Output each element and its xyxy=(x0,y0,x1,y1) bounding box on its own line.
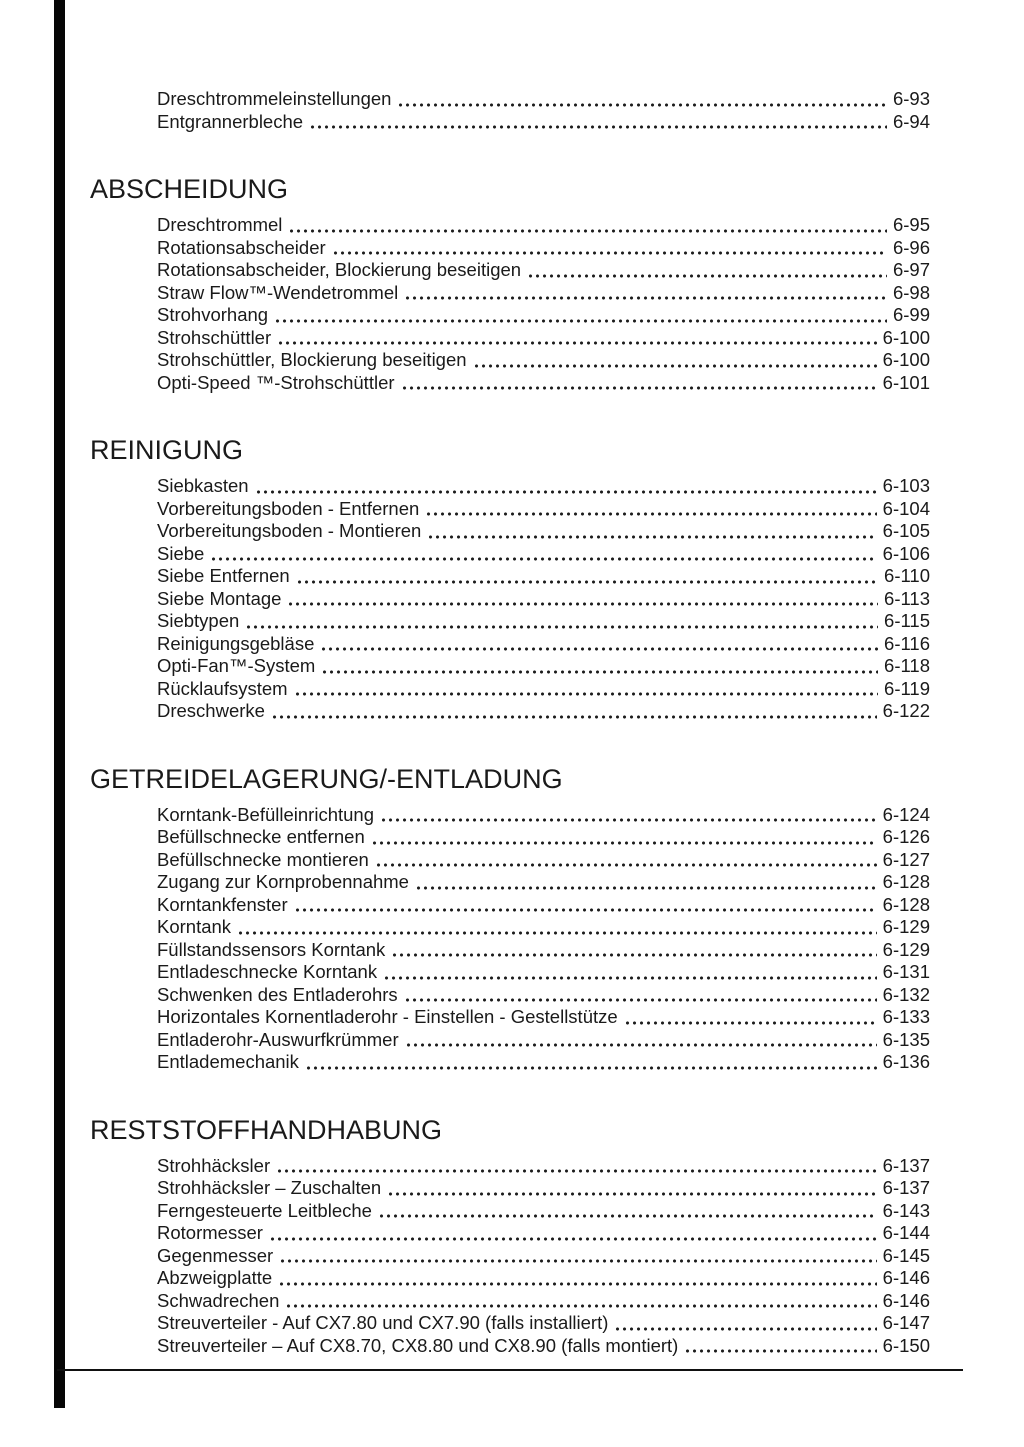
dot-leader xyxy=(322,647,878,651)
toc-entry-page: 6-99 xyxy=(892,304,930,325)
toc-entry-title: Entladerohr-Auswurfkrümmer xyxy=(157,1028,399,1050)
toc-entry-title: Schwenken des Entladerohrs xyxy=(157,983,398,1005)
toc-entry-page: 6-95 xyxy=(892,214,930,235)
toc-entry-title: Rotormesser xyxy=(157,1222,263,1243)
toc-entry-page: 6-113 xyxy=(884,587,930,609)
toc-entry-title: Siebtypen xyxy=(157,610,240,631)
toc-entry-page: 6-124 xyxy=(882,803,930,825)
toc-entry xyxy=(157,259,930,282)
dot-leader xyxy=(417,886,877,890)
toc-entry xyxy=(157,1177,930,1200)
toc-entry-page: 6-126 xyxy=(882,826,930,847)
toc-entry xyxy=(157,655,930,678)
toc-entry xyxy=(157,304,930,327)
toc-entry xyxy=(157,498,930,521)
dot-leader xyxy=(247,625,878,629)
toc-entry-page: 6-137 xyxy=(882,1154,930,1176)
dot-leader xyxy=(311,125,887,129)
toc-entry-page: 6-122 xyxy=(882,700,930,721)
toc-entry-title: Strohhäcksler xyxy=(157,1154,271,1176)
dot-leader xyxy=(296,692,878,696)
toc-entry-title: Vorbereitungsboden - Entfernen xyxy=(157,497,420,519)
toc-entry-title: Dreschwerke xyxy=(157,700,265,721)
toc-entry-title: Siebe Entfernen xyxy=(157,565,290,586)
toc-entry xyxy=(157,1029,930,1052)
toc-entry xyxy=(157,214,930,237)
toc-entry-page: 6-128 xyxy=(882,871,930,892)
toc-entry xyxy=(157,939,930,962)
toc-entry xyxy=(157,700,930,723)
toc-entry-title: Siebe Montage xyxy=(157,587,282,609)
toc-entry xyxy=(157,1200,930,1223)
toc-entry xyxy=(157,111,930,134)
dot-leader xyxy=(406,296,887,300)
dot-leader xyxy=(377,863,877,867)
dot-leader xyxy=(385,976,877,980)
toc-entry xyxy=(157,894,930,917)
toc-entry xyxy=(157,1290,930,1313)
toc-entry xyxy=(157,1245,930,1268)
dot-leader xyxy=(280,1282,876,1286)
toc-entry-page: 6-131 xyxy=(882,961,930,982)
toc-entry xyxy=(157,520,930,543)
toc-entry xyxy=(157,826,930,849)
section-heading: RESTSTOFFHANDHABUNG xyxy=(90,1114,443,1145)
dot-leader xyxy=(373,841,877,845)
toc-entry-title: Entgrannerbleche xyxy=(157,110,304,132)
dot-leader xyxy=(239,931,877,935)
toc-entry xyxy=(157,1335,930,1358)
dot-leader xyxy=(307,1066,877,1070)
dot-leader xyxy=(626,1021,877,1025)
toc-entry xyxy=(157,543,930,566)
dot-leader xyxy=(686,1349,876,1353)
toc-entry-page: 6-137 xyxy=(882,1177,930,1198)
dot-leader xyxy=(271,1237,877,1241)
dot-leader xyxy=(278,1169,877,1173)
toc-entry-page: 6-133 xyxy=(882,1006,930,1027)
toc-entry-title: Befüllschnecke montieren xyxy=(157,848,369,870)
toc-entry xyxy=(157,237,930,260)
dot-leader xyxy=(289,602,878,606)
toc-entry-page: 6-97 xyxy=(892,259,930,280)
toc-entry xyxy=(157,282,930,305)
toc-entry-page: 6-129 xyxy=(882,916,930,937)
toc-entry-page: 6-129 xyxy=(882,938,930,960)
toc-entry-title: Opti-Speed ™-Strohschüttler xyxy=(157,371,395,393)
dot-leader xyxy=(257,490,877,494)
section-heading: REINIGUNG xyxy=(90,435,244,465)
toc-entry-title: Strohhäcksler – Zuschalten xyxy=(157,1177,382,1198)
toc-entry-title: Korntank-Befülleinrichtung xyxy=(157,803,374,825)
toc-entry-title: Horizontales Kornentladerohr - Einstellen - Gestellstütze xyxy=(157,1006,618,1027)
toc-entry xyxy=(157,849,930,872)
toc-entry-page: 6-100 xyxy=(882,326,930,348)
dot-leader xyxy=(389,1192,877,1196)
dot-leader xyxy=(281,1259,876,1263)
bottom-rule xyxy=(57,1369,963,1371)
toc-entry-title: Schwadrechen xyxy=(157,1289,280,1311)
toc-entry-title: Dreschtrommel xyxy=(157,214,283,235)
toc-entry-page: 6-146 xyxy=(882,1289,930,1311)
dot-leader xyxy=(334,251,887,255)
toc-entry-page: 6-127 xyxy=(882,848,930,870)
toc-entry-page: 6-100 xyxy=(882,349,930,370)
dot-leader xyxy=(529,274,887,278)
dot-leader xyxy=(429,535,876,539)
toc-entry-page: 6-104 xyxy=(882,497,930,519)
toc-entry-title: Strohschüttler xyxy=(157,326,272,348)
toc-entry-page: 6-144 xyxy=(882,1222,930,1243)
section-heading: GETREIDELAGERUNG/-ENTLADUNG xyxy=(90,763,563,794)
dot-leader xyxy=(616,1327,876,1331)
toc-entry-page: 6-128 xyxy=(882,893,930,915)
toc-entry xyxy=(157,1155,930,1178)
dot-leader xyxy=(296,908,877,912)
toc-entry-title: Gegenmesser xyxy=(157,1244,274,1266)
toc-entry-page: 6-94 xyxy=(892,110,930,132)
toc-entry xyxy=(157,610,930,633)
toc-entry-page: 6-145 xyxy=(882,1244,930,1266)
toc-entry xyxy=(157,565,930,588)
toc-entry-title: Vorbereitungsboden - Montieren xyxy=(157,520,422,541)
toc-entry-title: Korntankfenster xyxy=(157,893,288,915)
dot-leader xyxy=(393,953,876,957)
toc-entry xyxy=(157,1267,930,1290)
toc-entry-title: Reinigungsgebläse xyxy=(157,632,315,654)
toc-entry xyxy=(157,372,930,395)
toc-entry-page: 6-135 xyxy=(882,1028,930,1050)
toc-entry xyxy=(157,678,930,701)
toc-entry xyxy=(157,1312,930,1335)
toc-entry-page: 6-136 xyxy=(882,1051,930,1072)
toc-entry-title: Füllstandssensors Korntank xyxy=(157,938,386,960)
toc-entry-title: Ferngesteuerte Leitbleche xyxy=(157,1199,372,1221)
dot-leader xyxy=(403,386,877,390)
toc-entry-page: 6-110 xyxy=(884,565,930,586)
toc-entry-title: Zugang zur Kornprobennahme xyxy=(157,871,409,892)
toc-entry-page: 6-105 xyxy=(882,520,930,541)
dot-leader xyxy=(406,998,877,1002)
toc-entry-page: 6-96 xyxy=(892,236,930,258)
toc-entry-page: 6-116 xyxy=(884,632,930,654)
toc-entry-title: Straw Flow™-Wendetrommel xyxy=(157,281,399,303)
toc-entry xyxy=(157,1006,930,1029)
toc-entry-page: 6-115 xyxy=(884,610,930,631)
dot-leader xyxy=(475,364,877,368)
dot-leader xyxy=(323,670,878,674)
toc-entry xyxy=(157,327,930,350)
toc-entry-title: Siebe xyxy=(157,542,205,564)
toc-entry-title: Korntank xyxy=(157,916,232,937)
toc-entry xyxy=(157,349,930,372)
toc-entry-title: Befüllschnecke entfernen xyxy=(157,826,365,847)
dot-leader xyxy=(290,229,887,233)
toc-entry-title: Strohvorhang xyxy=(157,304,269,325)
toc-entry xyxy=(157,88,930,111)
toc-entry-title: Rotationsabscheider, Blockierung beseitigen xyxy=(157,259,522,280)
toc-entry xyxy=(157,1051,930,1074)
toc-entry-title: Entlademechanik xyxy=(157,1051,299,1072)
toc-entry-page: 6-118 xyxy=(884,655,930,676)
toc-entry xyxy=(157,588,930,611)
dot-leader xyxy=(287,1304,876,1308)
toc-entry-page: 6-147 xyxy=(882,1312,930,1333)
section-heading: ABSCHEIDUNG xyxy=(90,174,289,204)
dot-leader xyxy=(399,103,887,107)
toc-entry xyxy=(157,804,930,827)
toc-entry-title: Entladeschnecke Korntank xyxy=(157,961,378,982)
toc-entry xyxy=(157,916,930,939)
toc-entry-page: 6-106 xyxy=(882,542,930,564)
dot-leader xyxy=(427,512,876,516)
toc-entry xyxy=(157,984,930,1007)
dot-leader xyxy=(279,341,877,345)
toc-entry-page: 6-132 xyxy=(882,983,930,1005)
toc-entry-page: 6-103 xyxy=(882,475,930,496)
toc-entry xyxy=(157,633,930,656)
toc-entry-title: Abzweigplatte xyxy=(157,1267,273,1288)
dot-leader xyxy=(382,818,877,822)
dot-leader xyxy=(407,1043,877,1047)
toc-entry xyxy=(157,961,930,984)
toc-entry xyxy=(157,475,930,498)
toc-entry-page: 6-150 xyxy=(882,1334,930,1356)
toc-entry-title: Rotationsabscheider xyxy=(157,236,326,258)
dot-leader xyxy=(380,1214,877,1218)
dot-leader xyxy=(273,715,877,719)
toc-entry xyxy=(157,871,930,894)
toc-entry-title: Streuverteiler - Auf CX7.80 und CX7.90 (falls installiert) xyxy=(157,1312,609,1333)
toc-entry-page: 6-146 xyxy=(882,1267,930,1288)
toc-entry xyxy=(157,1222,930,1245)
toc-entry-title: Strohschüttler, Blockierung beseitigen xyxy=(157,349,467,370)
dot-leader xyxy=(298,580,878,584)
toc-entry-title: Dreschtrommeleinstellungen xyxy=(157,88,392,109)
dot-leader xyxy=(212,557,876,561)
toc-entry-page: 6-101 xyxy=(882,371,930,393)
toc-entry-page: 6-93 xyxy=(892,88,930,109)
toc-entry-title: Opti-Fan™-System xyxy=(157,655,316,676)
toc-entry-title: Streuverteiler – Auf CX8.70, CX8.80 und CX8.90 (falls montiert) xyxy=(157,1334,679,1356)
toc-entry-title: Rücklaufsystem xyxy=(157,677,288,699)
dot-leader xyxy=(276,319,887,323)
toc-entry-page: 6-143 xyxy=(882,1199,930,1221)
toc-entry-page: 6-119 xyxy=(884,677,930,699)
toc-entry-title: Siebkasten xyxy=(157,475,249,496)
toc-entry-page: 6-98 xyxy=(892,281,930,303)
